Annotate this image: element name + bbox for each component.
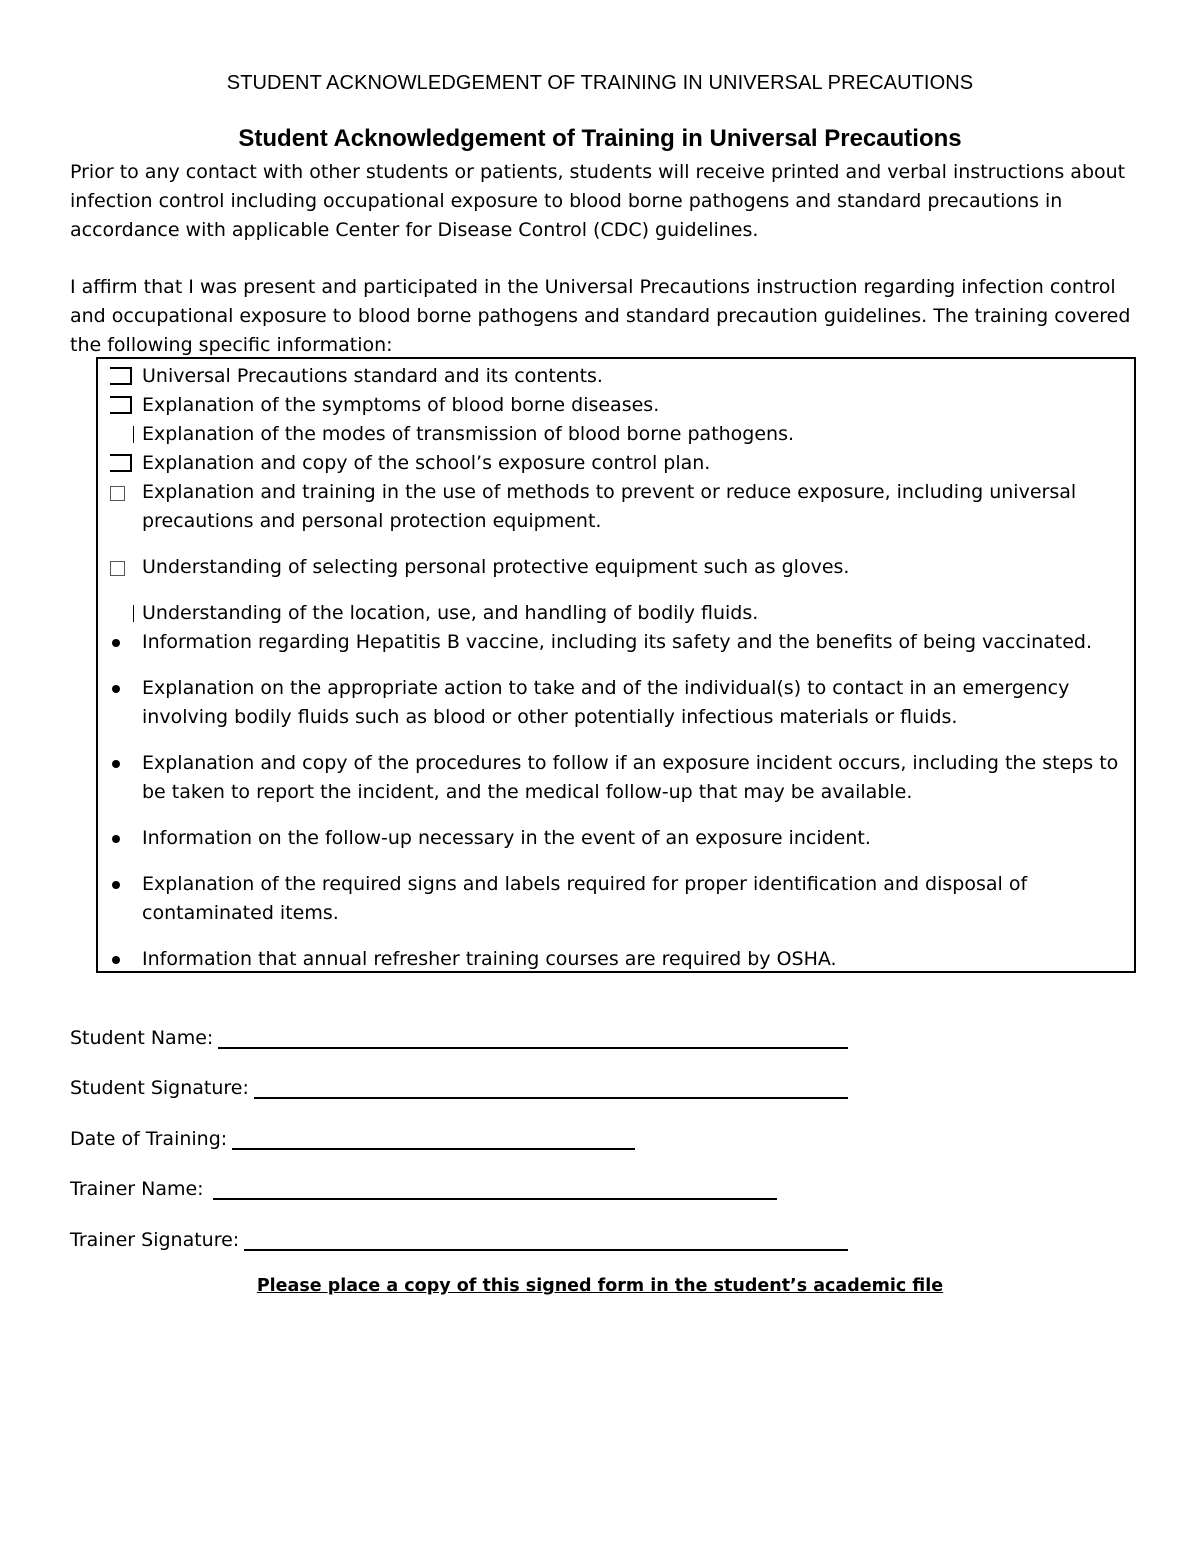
footer-note: Please place a copy of this signed form in the student’s academic file <box>256 1276 944 1296</box>
topic-text: Explanation and training in the use of methods to prevent or reduce exposure, including universal precautions and personal protection equipment. <box>142 481 1077 532</box>
topic-text: Information on the follow-up necessary in the event of an exposure incident. <box>142 827 871 849</box>
document-title: Student Acknowledgement of Training in Universal Precautions <box>238 125 962 152</box>
topic-text: Explanation and copy of the school’s exposure control plan. <box>142 452 711 474</box>
date-of-training-field[interactable] <box>232 1148 635 1150</box>
intro-paragraph: Prior to any contact with other students or patients, students will receive printed and verbal instructions about infection control including occupational exposure to blood borne pathogens and standard precautions in accordance with applicable Center for Disease Control (CDC) guidelines. <box>70 161 1126 241</box>
topic-text: Explanation of the symptoms of blood borne diseases. <box>142 394 660 416</box>
bullet-icon <box>106 628 138 657</box>
topic-text: Universal Precautions standard and its contents. <box>142 365 603 387</box>
trainer-name-row <box>70 1175 780 1204</box>
trainer-name-label: Trainer Name: <box>70 1178 204 1200</box>
training-topics-box <box>96 357 1136 973</box>
checkbox-icon <box>106 420 138 449</box>
checkbox-icon <box>106 478 138 507</box>
topic-text: Information regarding Hepatitis B vaccine, including its safety and the benefits of being vaccinated. <box>142 631 1093 653</box>
student-name-field[interactable] <box>218 1047 848 1049</box>
topic-text: Explanation on the appropriate action to take and of the individual(s) to contact in an emergency involving bodily fluids such as blood or other potentially infectious materials or fluids. <box>142 677 1070 728</box>
topic-text: Understanding of selecting personal protective equipment such as gloves. <box>142 556 850 578</box>
bullet-icon <box>106 870 138 899</box>
student-name-label: Student Name: <box>70 1027 214 1049</box>
trainer-signature-row <box>70 1226 850 1255</box>
trainer-name-field[interactable] <box>213 1198 777 1200</box>
header-title: STUDENT ACKNOWLEDGEMENT OF TRAINING IN UNIVERSAL PRECAUTIONS <box>226 72 974 94</box>
bullet-icon <box>106 824 138 853</box>
student-signature-field[interactable] <box>254 1097 848 1099</box>
trainer-signature-field[interactable] <box>244 1249 848 1251</box>
bullet-icon <box>106 945 138 974</box>
student-name-row <box>70 1024 850 1053</box>
topic-text: Explanation and copy of the procedures to follow if an exposure incident occurs, including the steps to be taken to report the incident, and the medical follow-up that may be available. <box>142 752 1119 803</box>
trainer-signature-label: Trainer Signature: <box>70 1229 240 1251</box>
checkbox-icon <box>106 362 138 391</box>
topic-text: Information that annual refresher training courses are required by OSHA. <box>142 948 837 970</box>
bullet-icon <box>106 749 138 778</box>
topic-text: Understanding of the location, use, and handling of bodily fluids. <box>142 602 759 624</box>
date-of-training-row <box>70 1125 640 1154</box>
affirmation-paragraph: I affirm that I was present and participated in the Universal Precautions instruction regarding infection control and occupational exposure to blood borne pathogens and standard precaution guidelines. The training covered the following specific information: <box>70 276 1131 356</box>
student-signature-row <box>70 1074 850 1103</box>
checkbox-icon <box>106 449 138 478</box>
student-signature-label: Student Signature: <box>70 1077 249 1099</box>
checkbox-icon <box>106 553 138 582</box>
date-of-training-label: Date of Training: <box>70 1128 228 1150</box>
topic-text: Explanation of the modes of transmission of blood borne pathogens. <box>142 423 795 445</box>
bullet-icon <box>106 674 138 703</box>
checkbox-icon <box>106 599 138 628</box>
checkbox-icon <box>106 391 138 420</box>
topic-text: Explanation of the required signs and labels required for proper identification and disposal of contaminated items. <box>142 873 1028 924</box>
